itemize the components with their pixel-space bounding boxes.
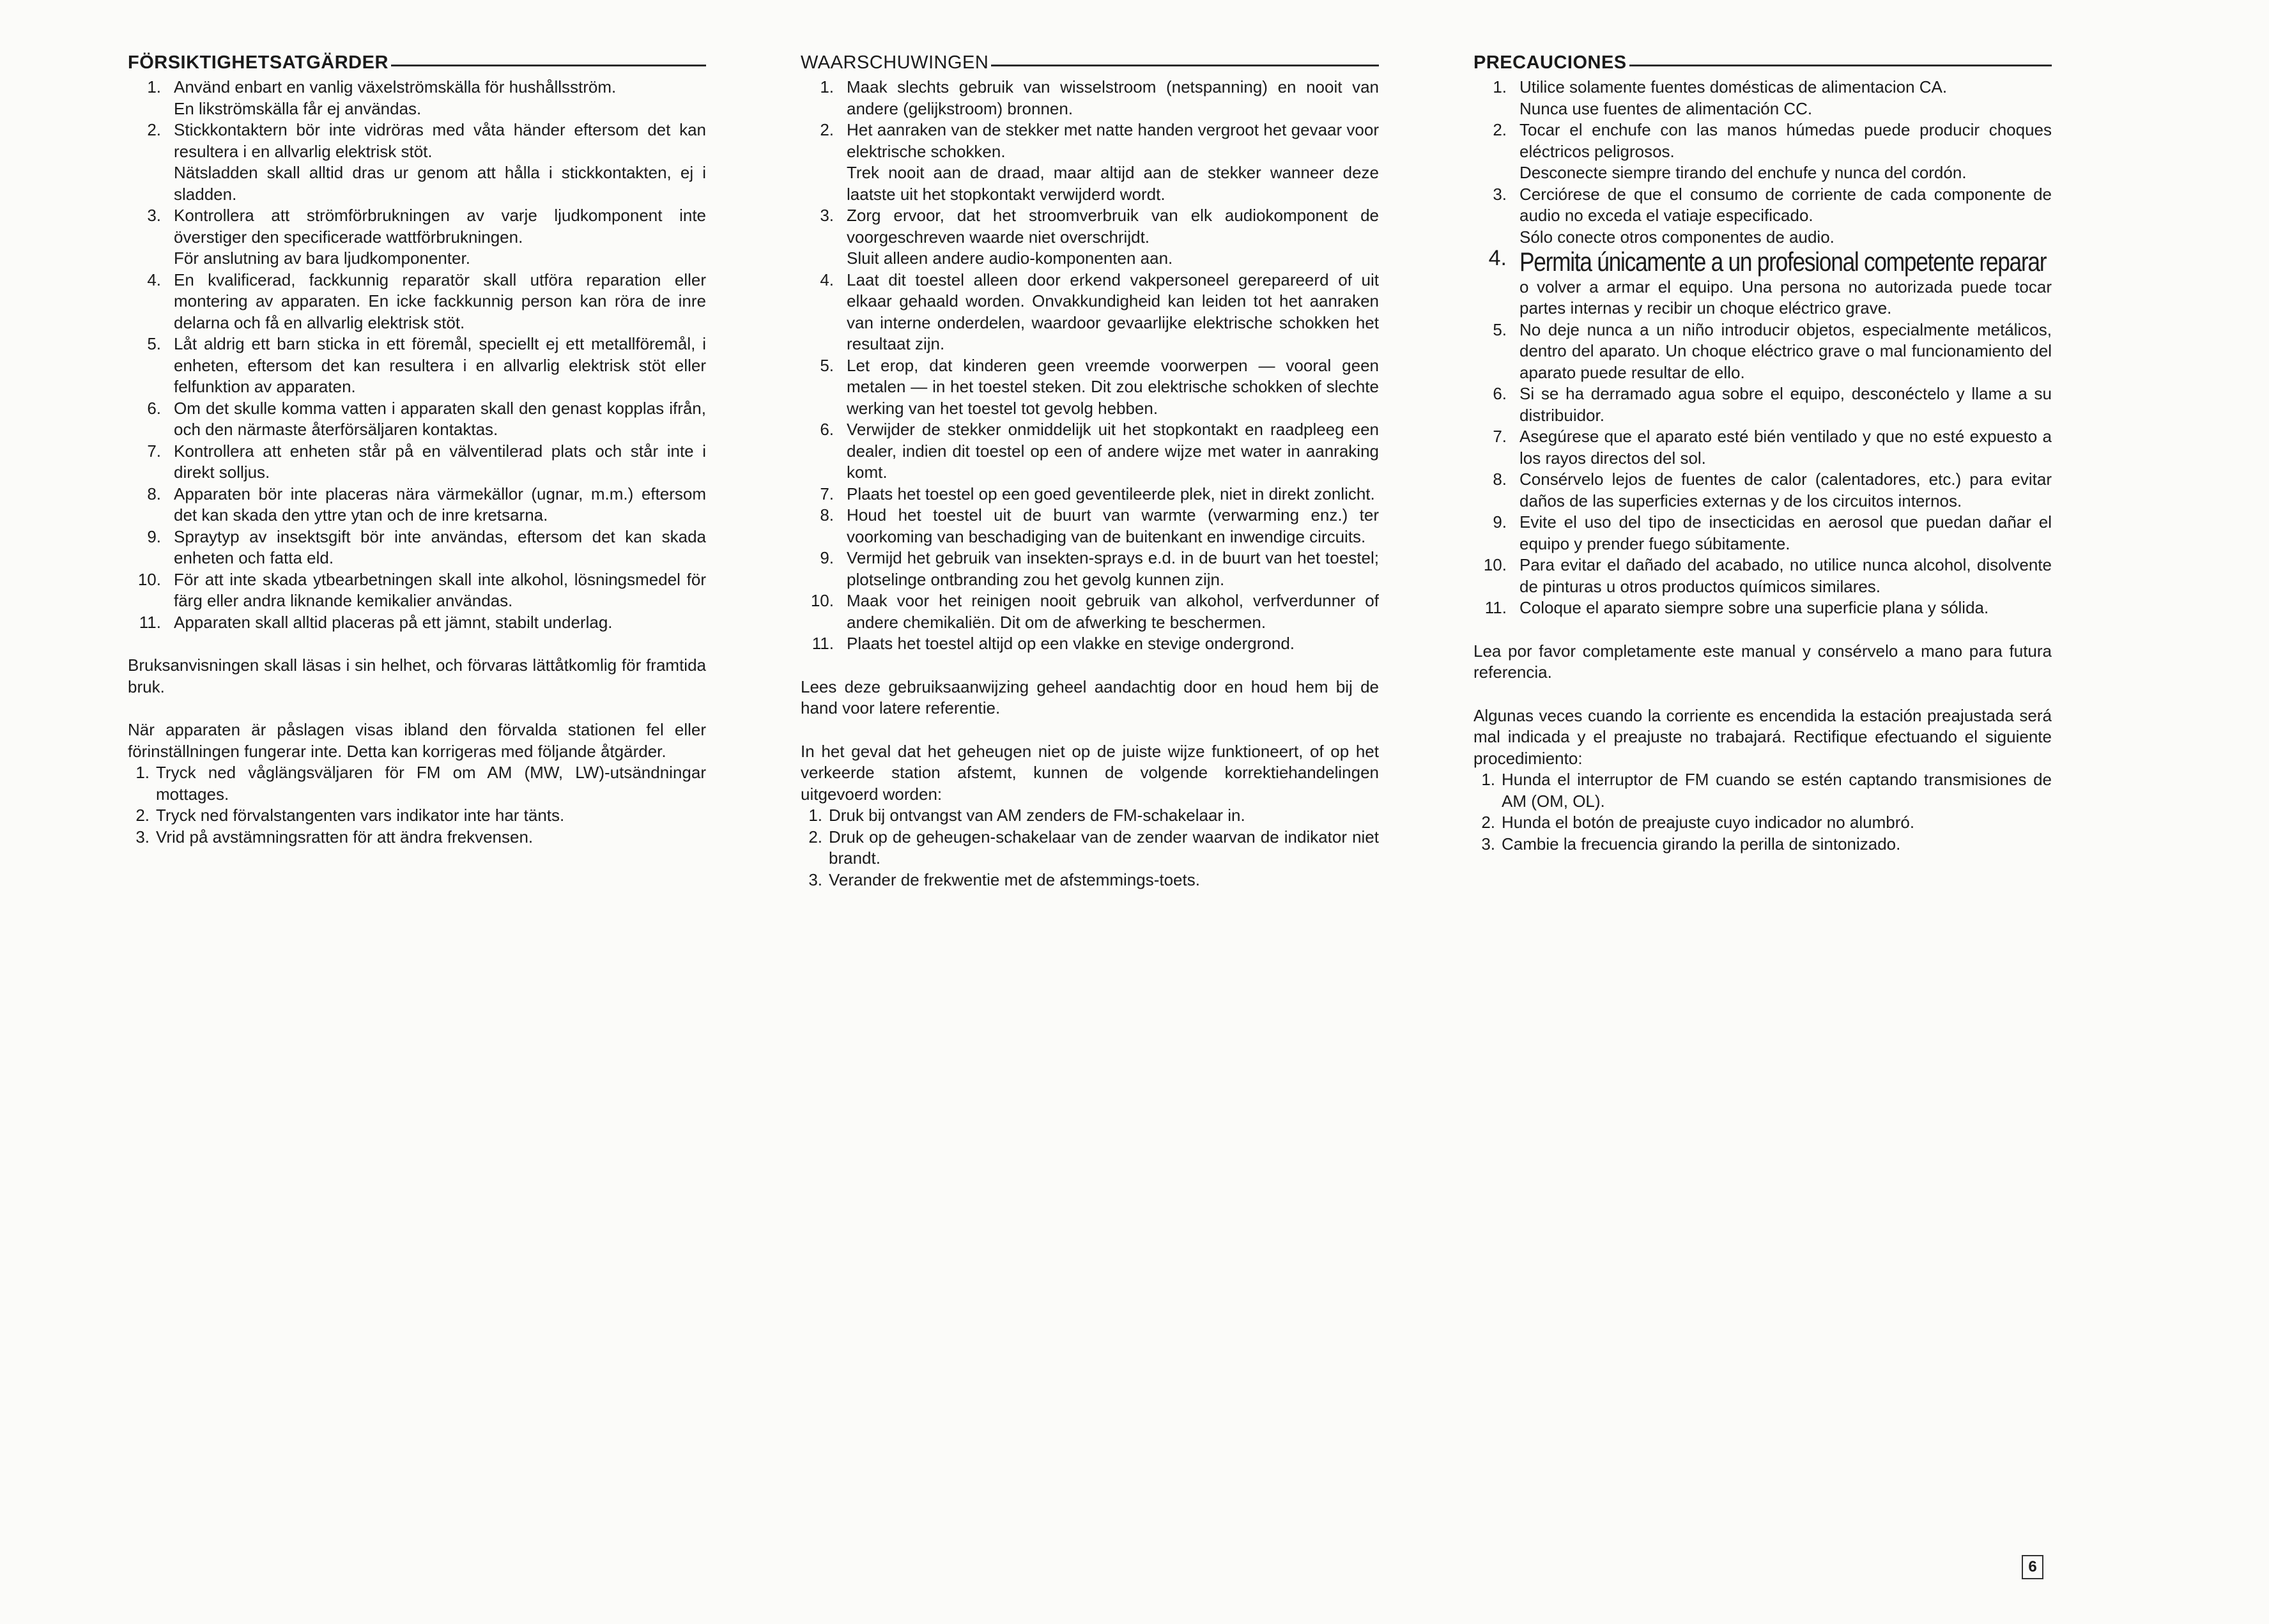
item-number: 5. [820, 355, 834, 375]
step-number: 1. [1481, 770, 1495, 789]
dutch-column [801, 51, 1379, 891]
step-text: Vrid på avstämningsratten för att ändra frekvensen. [156, 827, 534, 846]
item-extra: Nätsladden skall alltid dras ur genom att hålla i stickkontakten, ej i sladden. [174, 163, 706, 204]
list-item [1473, 119, 2052, 184]
list-item [801, 205, 1379, 270]
spanish-heading [1473, 51, 2052, 75]
swedish-heading-text: FÖRSIKTIGHETSATGÄRDER [128, 52, 388, 73]
step-text: Tryck ned våglängsväljaren för FM om AM (MW, LW)-utsändningar mottages. [156, 763, 706, 804]
list-item [1473, 812, 2052, 834]
item-number: 10. [810, 591, 834, 610]
item-text: Laat dit toestel alleen door erkend vakpersoneel gerepareerd of uit elkaar gehaald worden. Onvakkundigheid kan leiden tot het aanraken van interne onderdelen, waardoor gevaarlijke elektrische schokken het resultaat zijn. [847, 270, 1379, 353]
item-text: Coloque el aparato siempre sobre una superficie plana y sólida. [1519, 598, 1989, 617]
step-number: 2. [808, 827, 822, 846]
list-item [801, 548, 1379, 590]
item-number: 6. [1493, 384, 1507, 403]
step-text: Tryck ned förvalstangenten vars indikator inte har tänts. [156, 806, 565, 825]
item-number: 7. [820, 484, 834, 503]
swedish-precautions-list [128, 77, 706, 633]
list-item [801, 505, 1379, 548]
step-number: 2. [1481, 813, 1495, 832]
list-item [128, 333, 706, 398]
item-number: 2. [820, 120, 834, 139]
item-number: 2. [1493, 120, 1507, 139]
list-item [1473, 555, 2052, 597]
dutch-memory-intro: In het geval dat het geheugen niet op de juiste wijze funktioneert, of op het verkeerde station afstemt, kunnen de volgende korrektiehandelingen uitgevoerd worden: [801, 741, 1379, 804]
list-item [801, 869, 1379, 891]
item-number: 6. [820, 420, 834, 439]
list-item [1473, 426, 2052, 469]
item-text: Maak voor het reinigen nooit gebruik van alkohol, verfverdunner of andere chemikaliën. Dit om de afwerking te beschermen. [847, 591, 1379, 632]
list-item [128, 762, 706, 805]
item-number: 10. [137, 569, 161, 589]
step-text: Hunda el interruptor de FM cuando se estén captando transmisiones de AM (OM, OL). [1502, 770, 2052, 811]
item-extra: Nunca use fuentes de alimentación CC. [1519, 98, 1813, 118]
item-text: Zorg ervoor, dat het stroomverbruik van elk audiokomponent de voorgeschreven waarde niet overschrijdt. [847, 206, 1379, 247]
item-text: För att inte skada ytbearbetningen skall inte alkohol, lösningsmedel för färg eller andra liknande kemikalier användas. [174, 569, 706, 610]
item-text: Apparaten skall alltid placeras på ett jämnt, stabilt underlag. [174, 612, 613, 632]
spanish-heading-rule [1629, 65, 2052, 66]
item-number: 4. [820, 270, 834, 289]
spanish-memory-steps [1473, 769, 2052, 855]
spanish-column [1473, 51, 2052, 855]
item-extra: En likströmskälla får ej användas. [174, 98, 422, 118]
item-number: 7. [1493, 427, 1507, 446]
item-number: 11. [811, 634, 834, 653]
item-number: 7. [147, 441, 161, 461]
step-text: Druk bij ontvangst van AM zenders de FM-schakelaar in. [829, 806, 1245, 825]
item-text: No deje nunca a un niño introducir objetos, especialmente metálicos, dentro del aparato. Un choque eléctrico grave o mal funcionamiento del aparato puede resultar de ello. [1519, 319, 2052, 382]
item-text: Evite el uso del tipo de insecticidas en aerosol que puedan dañar el equipo y prender fuego súbitamente. [1519, 512, 2052, 553]
list-item [801, 590, 1379, 633]
swedish-column [128, 51, 706, 848]
swedish-manual-note: Bruksanvisningen skall läsas i sin helhet, och förvaras lättåtkomlig för framtida bruk. [128, 655, 706, 696]
item-text: En kvalificerad, fackkunnig reparatör skall utföra reparation eller montering av apparaten. En icke fackkunnig person kan röra de inre delarna och få en allvarlig elektrisk stöt. [174, 270, 706, 332]
item-number: 8. [1493, 470, 1507, 489]
list-item [1473, 512, 2052, 555]
item-text: Verwijder de stekker onmiddelijk uit het stopkontakt en raadpleeg een dealer, indien dit toestel op een of andere wijze met water in aanraking komt. [847, 420, 1379, 482]
list-item [1473, 77, 2052, 119]
list-item [801, 419, 1379, 484]
dutch-memory-steps [801, 805, 1379, 891]
list-item [801, 355, 1379, 420]
step-number: 3. [1481, 834, 1495, 854]
dutch-heading [801, 51, 1379, 75]
list-item [128, 805, 706, 827]
item-text: Maak slechts gebruik van wisselstroom (netspanning) en nooit van andere (gelijkstroom) bronnen. [847, 77, 1379, 118]
dutch-manual-note: Lees deze gebruiksaanwijzing geheel aandachtig door en houd hem bij de hand voor latere referentie. [801, 677, 1379, 717]
swedish-heading-rule [391, 65, 706, 66]
item-text: Om det skulle komma vatten i apparaten skall den genast kopplas ifrån, och den närmaste återförsäljaren kontaktas. [174, 398, 706, 439]
list-item [801, 119, 1379, 205]
step-number: 1. [808, 806, 822, 825]
list-item [128, 827, 706, 848]
list-item [801, 633, 1379, 655]
list-item [128, 569, 706, 612]
list-item [1473, 319, 2052, 384]
list-item [801, 827, 1379, 869]
item-number: 1. [1493, 77, 1507, 96]
list-item [128, 119, 706, 205]
step-number: 1. [135, 763, 150, 782]
list-item [1473, 469, 2052, 512]
item-number: 9. [1493, 512, 1507, 532]
swedish-memory-steps [128, 762, 706, 848]
item-text: Använd enbart en vanlig växelströmskälla för hushållsström. [174, 77, 617, 96]
step-text: Cambie la frecuencia girando la perilla de sintonizado. [1502, 834, 1901, 854]
item-extra: Sluit alleen andere audio-komponenten aan. [847, 249, 1173, 268]
step-number: 2. [135, 806, 150, 825]
spanish-precautions-list [1473, 77, 2052, 619]
item-extra: Trek nooit aan de draad, maar altijd aan de stekker wanneer deze laatste uit het stopkontakt verwijderd wordt. [847, 163, 1379, 204]
list-item [1473, 834, 2052, 855]
list-item [128, 205, 706, 270]
list-item [128, 612, 706, 634]
item-number: 5. [147, 334, 161, 353]
item-text: Cerciórese de que el consumo de corriente de cada componente de audio no exceda el vatiaje especificado. [1519, 184, 2052, 225]
swedish-memory-intro: När apparaten är påslagen visas ibland den förvalda stationen fel eller förinställningen fungerar inte. Detta kan korrigeras med följande åtgärder. [128, 720, 706, 761]
item-text: Spraytyp av insektsgift bör inte användas, eftersom det kan skada enheten och fatta eld. [174, 526, 706, 567]
item-extra: Sólo conecte otros componentes de audio. [1519, 227, 1834, 247]
list-item [128, 484, 706, 526]
item-text: Låt aldrig ett barn sticka in ett föremål, speciellt ej ett metallföremål, i enheten, eftersom det kan resultera i en allvarlig elektrisk stöt eller felfunktion av apparaten. [174, 334, 706, 396]
list-item [801, 805, 1379, 827]
item-number: 9. [147, 526, 161, 546]
item-lead-text: Permita únicamente a un profesional competente reparar [1519, 247, 2047, 277]
page-number: 6 [2022, 1555, 2043, 1579]
item-number: 1. [147, 77, 161, 96]
item-number: 3. [147, 206, 161, 225]
list-item [128, 77, 706, 119]
step-text: Hunda el botón de preajuste cuyo indicador no alumbró. [1502, 813, 1915, 832]
item-text: Tocar el enchufe con las manos húmedas puede producir choques eléctricos peligrosos. [1519, 120, 2052, 161]
spanish-memory-intro: Algunas veces cuando la corriente es encendida la estación preajustada será mal indicada y el preajuste no trabajará. Rectifique efectuando el siguiente procedimiento: [1473, 705, 2052, 768]
item-text: Stickkontaktern bör inte vidröras med våta händer eftersom det kan resultera i en allvarlig elektrisk stöt. [174, 120, 706, 161]
list-item [1473, 184, 2052, 249]
item-number: 4. [1488, 246, 1507, 270]
item-text: Plaats het toestel op een goed geventileerde plek, niet in direkt zonlicht. [847, 484, 1375, 503]
item-number: 4. [147, 270, 161, 289]
item-number: 3. [1493, 184, 1507, 204]
list-item [128, 270, 706, 334]
item-number: 11. [1484, 598, 1507, 617]
item-text: Vermijd het gebruik van insekten-sprays e.d. in de buurt van het toestel; plotselinge ontbranding zou het gevolg kunnen zijn. [847, 548, 1379, 589]
dutch-heading-text: WAARSCHUWINGEN [801, 52, 989, 73]
step-number: 3. [135, 827, 150, 846]
spanish-heading-text: PRECAUCIONES [1473, 52, 1627, 73]
list-item [801, 77, 1379, 119]
item-number: 10. [1483, 555, 1507, 574]
list-item [128, 526, 706, 569]
list-item [1473, 383, 2052, 426]
item-text: Utilice solamente fuentes domésticas de alimentacion CA. [1519, 77, 1948, 96]
item-number: 8. [820, 505, 834, 525]
item-number: 3. [820, 206, 834, 225]
item-number: 5. [1493, 319, 1507, 339]
list-item [128, 398, 706, 441]
item-number: 8. [147, 484, 161, 503]
item-text: Plaats het toestel altijd op een vlakke en stevige ondergrond. [847, 634, 1295, 653]
item-text: Para evitar el dañado del acabado, no utilice nunca alcohol, disolvente de pinturas u otros productos químicos similares. [1519, 555, 2052, 596]
step-text: Druk op de geheugen-schakelaar van de zender waarvan de indikator niet brandt. [829, 827, 1379, 868]
list-item [801, 270, 1379, 355]
step-text: Verander de frekwentie met de afstemmings-toets. [829, 869, 1200, 889]
step-number: 3. [808, 869, 822, 889]
list-item [1473, 597, 2052, 619]
item-text: Houd het toestel uit de buurt van warmte (verwarming enz.) ter voorkoming van beschadiging van de buitenkant en inwendige circuits. [847, 505, 1379, 546]
item-extra: Desconecte siempre tirando del enchufe y nunca del cordón. [1519, 163, 1967, 182]
list-item [1473, 769, 2052, 812]
item-text: Kontrollera att strömförbrukningen av varje ljudkomponent inte överstiger den specificerade wattförbrukningen. [174, 206, 706, 247]
item-text: o volver a armar el equipo. Una persona no autorizada puede tocar partes internas y recibir un choque eléctrico grave. [1519, 277, 2052, 318]
item-number: 6. [147, 398, 161, 418]
list-item [801, 484, 1379, 505]
item-extra: För anslutning av bara ljudkomponenter. [174, 249, 470, 268]
dutch-heading-rule [991, 65, 1379, 66]
swedish-heading [128, 51, 706, 75]
item-text: Si se ha derramado agua sobre el equipo, desconéctelo y llame a su distribuidor. [1519, 384, 2052, 425]
item-number: 9. [820, 548, 834, 567]
list-item [1473, 248, 2052, 319]
spanish-manual-note: Lea por favor completamente este manual y consérvelo a mano para futura referencia. [1473, 641, 2052, 682]
item-number: 2. [147, 120, 161, 139]
item-text: Kontrollera att enheten står på en välventilerad plats och står inte i direkt solljus. [174, 441, 706, 482]
item-text: Asegúrese que el aparato esté bién ventilado y que no esté expuesto a los rayos directos del sol. [1519, 427, 2052, 468]
dutch-warnings-list [801, 77, 1379, 655]
item-number: 11. [139, 612, 161, 632]
item-text: Het aanraken van de stekker met natte handen vergroot het gevaar voor elektrische schokken. [847, 120, 1379, 161]
item-number: 1. [820, 77, 834, 96]
item-text: Let erop, dat kinderen geen vreemde voorwerpen — vooral geen metalen — in het toestel steken. Dit zou elektrische schokken of slechte werking van het toestel tot gevolg hebben. [847, 355, 1379, 418]
item-text: Consérvelo lejos de fuentes de calor (calentadores, etc.) para evitar daños de las superficies externas y de los circuitos internos. [1519, 470, 2052, 510]
list-item [128, 441, 706, 484]
item-text: Apparaten bör inte placeras nära värmekällor (ugnar, m.m.) eftersom det kan skada den yttre ytan och de inre kretsarna. [174, 484, 706, 525]
